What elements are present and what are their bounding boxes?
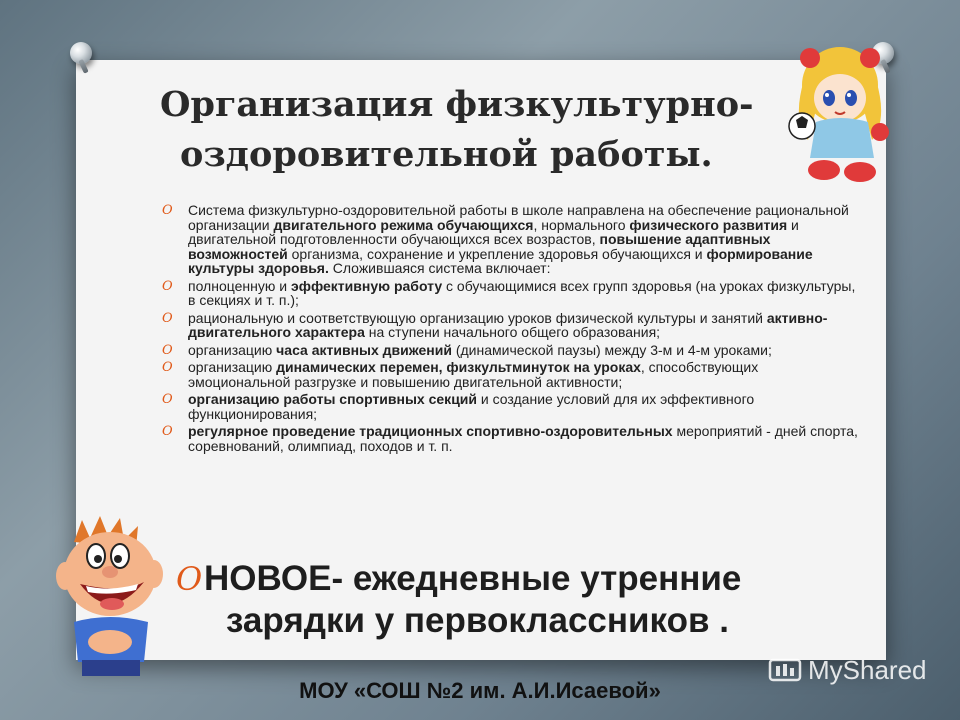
list-item — [160, 311, 860, 340]
bullet-marker: O — [162, 203, 173, 218]
bullet-marker: O — [162, 278, 173, 294]
body-text: полноценную и — [188, 277, 291, 294]
news-line-2: зарядки у первоклассников . — [226, 601, 729, 640]
body-text: мероприятий - дней спорта, соревнований, олимпиад, походов и т. п. — [188, 423, 858, 454]
bullet-marker: O — [162, 310, 173, 326]
watermark — [768, 655, 927, 686]
list-item — [160, 343, 860, 358]
body-text: Сложившаяся система включает: — [328, 260, 551, 276]
footer-school-name: МОУ «СОШ №2 им. А.И.Исаевой» — [299, 678, 661, 703]
list-item — [160, 392, 860, 421]
body-text: и двигательной подготовленности обучающихся всех возрастов, — [188, 216, 799, 247]
myshared-logo-icon — [768, 656, 802, 686]
body-text: (динамической паузы) между 3-м и 4-м уроками; — [451, 341, 772, 358]
emphasis-text: активно-двигательного характера — [188, 309, 828, 340]
emphasis-text: формирование культуры здоровья. — [188, 245, 813, 276]
pushpin-icon — [70, 42, 92, 64]
emphasis-text: физического развития — [629, 216, 788, 233]
body-text: на ступени начального общего образования; — [364, 324, 661, 340]
emphasis-text: часа активных движений — [276, 341, 452, 358]
news-block — [176, 558, 876, 642]
bullet-marker: O — [162, 392, 173, 407]
emphasis-text: динамических перемен, физкультминуток на уроках — [276, 359, 641, 375]
title-line-2: оздоровительной работы. — [180, 134, 713, 175]
body-text: рациональную и соответствующую организацию уроков физической культуры и занятий — [188, 309, 767, 326]
bullet-marker: O — [162, 360, 173, 375]
body-text: , нормального — [533, 216, 630, 233]
list-item — [160, 424, 860, 453]
watermark-text: MyShared — [808, 655, 927, 685]
news-line-1: НОВОЕ- ежедневные утренние — [204, 559, 742, 598]
bullet-marker: O — [162, 424, 173, 439]
body-text: организацию — [188, 359, 277, 375]
body-text: и создание условий для их эффективного функционирования; — [188, 391, 755, 422]
body-text: организма, сохранение и укрепление здоровья обучающихся и — [287, 245, 707, 262]
bullet-list — [160, 203, 860, 456]
body-text: с обучающимися всех групп здоровья (на уроках физкультуры, в секциях и т. п.); — [188, 277, 856, 308]
emphasis-text: организацию работы спортивных секций — [188, 391, 478, 407]
emphasis-text: эффективную работу — [290, 277, 443, 294]
boy-clipart — [52, 512, 177, 682]
body-text: , способствующих эмоциональной разгрузке и повышению двигательной активности; — [188, 359, 759, 390]
emphasis-text: регулярное проведение традиционных спортивно-оздоровительных — [188, 423, 673, 439]
list-item — [160, 279, 860, 308]
body-text: организацию — [188, 341, 277, 358]
body-text: Система физкультурно-оздоровительной работы в школе направлена на обеспечение рациональной организации — [188, 202, 849, 233]
list-item — [160, 203, 860, 276]
list-item — [160, 360, 860, 389]
title-line-1: Организация физкультурно- — [160, 84, 754, 125]
girl-with-ball-clipart — [782, 40, 892, 185]
slide-title — [160, 80, 780, 180]
bullet-marker: O — [162, 342, 173, 358]
emphasis-text: повышение адаптивных возможностей — [188, 231, 771, 262]
emphasis-text: двигательного режима обучающихся — [273, 216, 534, 233]
news-bullet-marker: O — [176, 560, 203, 598]
